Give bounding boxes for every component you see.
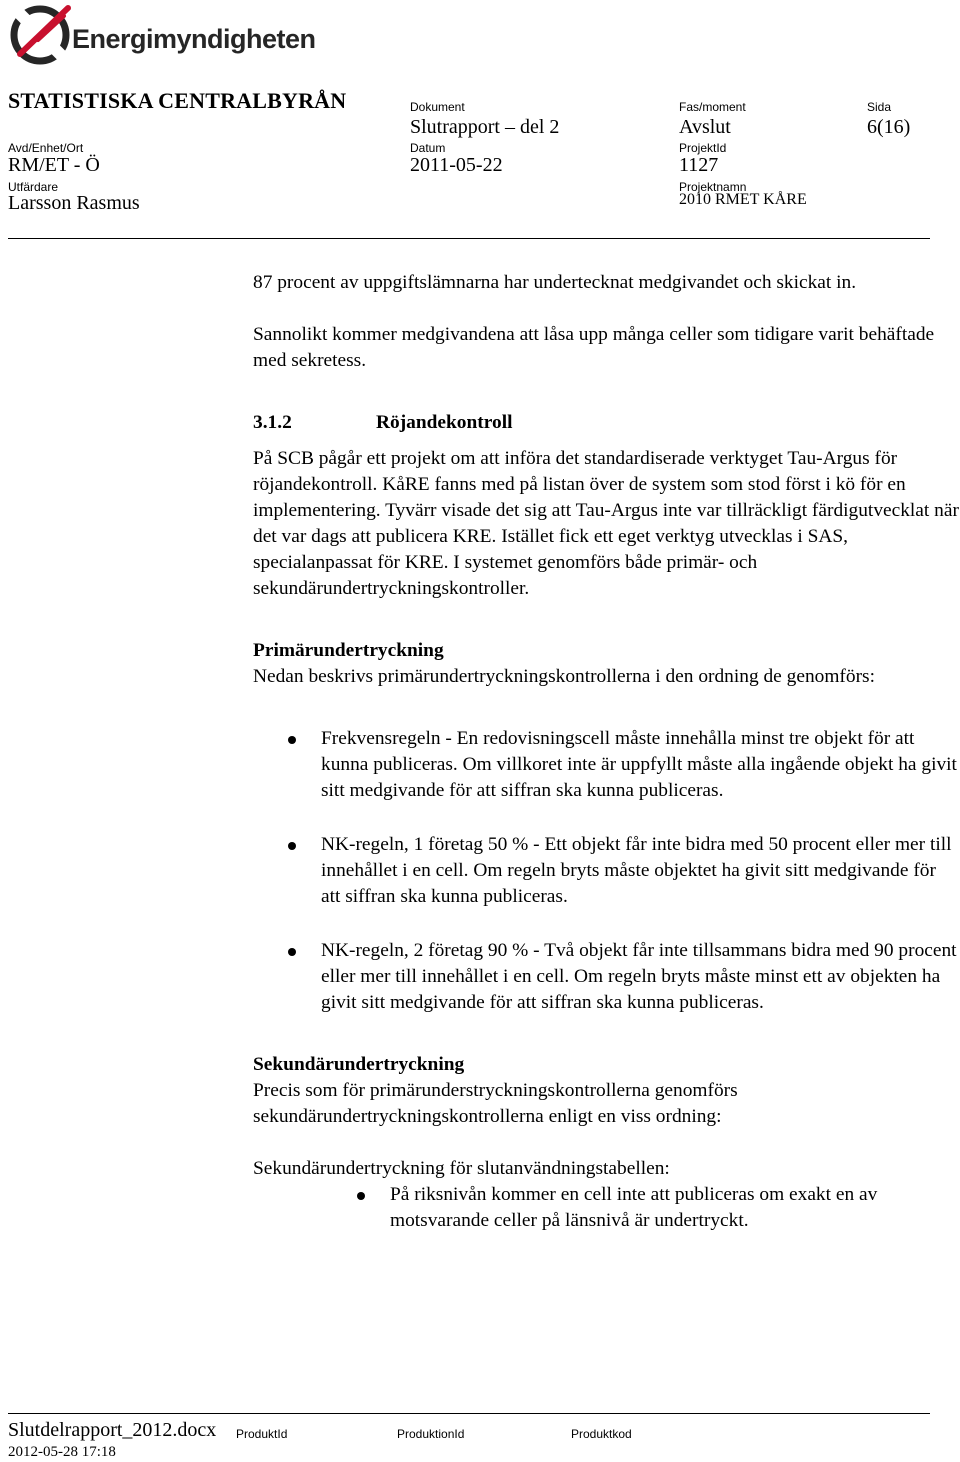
avd-label: Avd/Enhet/Ort bbox=[8, 141, 84, 155]
bullet-icon bbox=[288, 948, 296, 956]
paragraph: Sekundärundertryckning för slutanvändningstabellen: bbox=[253, 1158, 670, 1179]
projektnamn-label: Projektnamn bbox=[679, 180, 747, 194]
utfardare-label: Utfärdare bbox=[8, 180, 59, 194]
bullet-icon bbox=[288, 842, 296, 850]
paragraph: Precis som för primärunderstryckningskontrollerna genomförs sekundärundertryckningskontrollerna enligt en viss ordning: bbox=[253, 1080, 738, 1127]
sekundar-rule-list bbox=[253, 1182, 959, 1234]
list-item bbox=[253, 726, 959, 804]
section-heading bbox=[253, 410, 959, 436]
list-item-text: På riksnivån kommer en cell inte att publiceras om exakt en av motsvarande celler på länsnivå är undertryckt. bbox=[390, 1184, 878, 1231]
list-item bbox=[253, 1182, 959, 1234]
list-item bbox=[253, 938, 959, 1016]
org-name: STATISTISKA CENTRALBYRÅN bbox=[8, 88, 347, 113]
primar-rule-list bbox=[253, 726, 959, 1016]
paragraph: 87 procent av uppgiftslämnarna har undertecknat medgivandet och skickat in. bbox=[253, 272, 857, 293]
dokument-value: Slutrapport – del 2 bbox=[410, 116, 560, 138]
logo-mark-icon bbox=[8, 2, 78, 68]
projektid-label: ProjektId bbox=[679, 141, 727, 155]
header-rule bbox=[8, 238, 930, 239]
document-body bbox=[253, 270, 959, 1234]
footer-produktid: ProduktId bbox=[236, 1427, 288, 1441]
paragraph: Sannolikt kommer medgivandena att låsa upp många celler som tidigare varit behäftade med sekretess. bbox=[253, 324, 935, 371]
datum-value: 2011-05-22 bbox=[410, 154, 503, 176]
sekundar-heading: Sekundärundertryckning bbox=[253, 1054, 465, 1075]
logo-wordmark: Energimyndigheten bbox=[72, 24, 316, 54]
projektid-value: 1127 bbox=[679, 154, 719, 176]
section-title: Röjandekontroll bbox=[376, 412, 513, 433]
list-item bbox=[253, 832, 959, 910]
section-number: 3.1.2 bbox=[253, 412, 292, 433]
fas-value: Avslut bbox=[679, 116, 731, 138]
footer-printed-date: 2012-05-28 17:18 bbox=[8, 1444, 116, 1460]
bullet-icon bbox=[357, 1192, 365, 1200]
footer-produktionid: ProduktionId bbox=[397, 1427, 465, 1441]
dokument-label: Dokument bbox=[410, 100, 465, 114]
footer-filename: Slutdelrapport_2012.docx bbox=[8, 1419, 217, 1441]
paragraph: På SCB pågår ett projekt om att införa det standardiserade verktyget Tau-Argus för röjandekontroll. KåRE fanns med på listan över de system som stod först i kö för en implementering. Tyvärr visade det sig att Tau-Argus inte var tillräckligt färdigutvecklat när det var dags att publicera KRE. Istället fick ett eget verktyg utvecklas i SAS, specialanpassat för KRE. I systemet genomförs både primär- och sekundärundertryckningskontroller. bbox=[253, 448, 959, 599]
bullet-icon bbox=[288, 736, 296, 744]
sida-value: 6(16) bbox=[867, 116, 911, 138]
list-item-text: NK-regeln, 1 företag 50 % - Ett objekt får inte bidra med 50 procent eller mer till innehållet i en cell. Om regeln bryts måste objektet ha givit sitt medgivande för att siffran ska kunna publiceras. bbox=[321, 834, 952, 907]
projektnamn-value: 2010 RMET KÅRE bbox=[679, 191, 807, 208]
fas-label: Fas/moment bbox=[679, 100, 746, 114]
paragraph: Nedan beskrivs primärundertryckningskontrollerna i den ordning de genomförs: bbox=[253, 666, 875, 687]
list-item-text: Frekvensregeln - En redovisningscell måste innehålla minst tre objekt för att kunna publiceras. Om villkoret inte är uppfyllt måste alla ingående objekt ha givit sitt medgivande för att siffran ska kunna publiceras. bbox=[321, 728, 957, 801]
utfardare-value: Larsson Rasmus bbox=[8, 192, 140, 214]
energimyndigheten-logo bbox=[8, 2, 316, 68]
footer-produktkod: Produktkod bbox=[571, 1427, 632, 1441]
list-item-text: NK-regeln, 2 företag 90 % - Två objekt får inte tillsammans bidra med 90 procent eller mer till innehållet i en cell. Om regeln bryts måste minst ett av objekten ha givit sitt medgivande för att siffran ska kunna publiceras. bbox=[321, 940, 957, 1013]
sida-label: Sida bbox=[867, 100, 892, 114]
footer-rule bbox=[8, 1413, 930, 1414]
avd-value: RM/ET - Ö bbox=[8, 154, 100, 176]
primar-heading: Primärundertryckning bbox=[253, 640, 444, 661]
datum-label: Datum bbox=[410, 141, 446, 155]
